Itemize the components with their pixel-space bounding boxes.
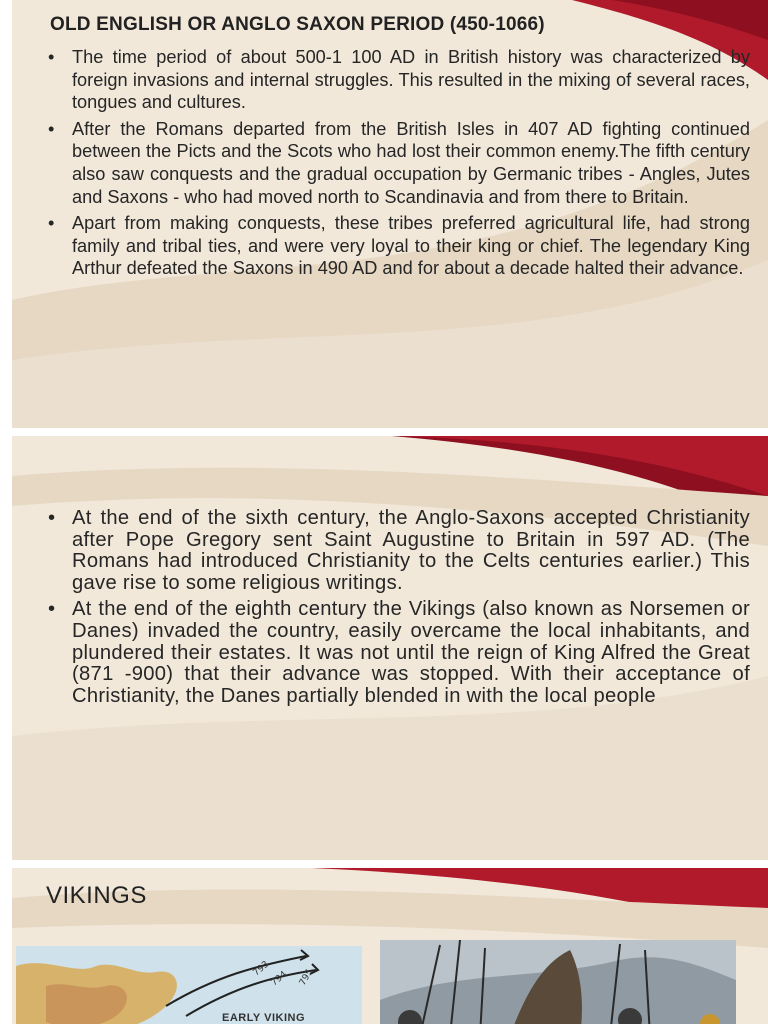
viking-map-image bbox=[16, 946, 362, 1024]
bullet-item bbox=[38, 212, 750, 280]
bullet-marker: • bbox=[48, 47, 55, 67]
viking-ship-image bbox=[380, 940, 736, 1024]
bullet-text: At the end of the eighth century the Vikings (also known as Norsemen or Danes) invaded the country, easily overcame the local inhabitants, and plundered their estates. It was not until the reign of King Alfred the Great (871 -900) that their advance was stopped. With their acceptance of Christianity, the Danes partially blended in with the local people bbox=[72, 598, 750, 707]
bullet-marker: • bbox=[48, 118, 55, 139]
map-number: 794 bbox=[269, 969, 290, 989]
bullet-item bbox=[38, 118, 750, 208]
map-number: 793 bbox=[251, 959, 272, 979]
bullet-marker: • bbox=[48, 213, 55, 234]
map-illustration bbox=[16, 946, 362, 1024]
bullet-list bbox=[38, 508, 750, 712]
slide-vikings bbox=[12, 868, 768, 1024]
slide-christianity-vikings bbox=[12, 436, 768, 860]
bullet-text: The time period of about 500-1 100 AD in British history was characterized by foreign invasions and internal struggles. This resulted in the mixing of several races, tongues and cultures. bbox=[72, 47, 750, 113]
bullet-marker: • bbox=[48, 507, 56, 529]
bullet-item bbox=[38, 508, 750, 594]
slide-title: VIKINGS bbox=[46, 882, 147, 909]
slide-title: OLD ENGLISH OR ANGLO SAXON PERIOD (450-1066) bbox=[50, 14, 545, 35]
map-label: EARLY VIKING bbox=[222, 1012, 306, 1024]
slide-anglo-saxon-period bbox=[12, 0, 768, 428]
bullet-marker: • bbox=[48, 598, 56, 621]
bullet-list bbox=[38, 46, 750, 284]
bullet-item bbox=[38, 599, 750, 707]
map-number: 795 bbox=[297, 967, 316, 988]
bullet-text: After the Romans departed from the British Isles in 407 AD fighting continued between the Picts and the Scots who had lost their common enemy.The fifth century also saw conquests and the gradual occupation by Germanic tribes - Angles, Jutes and Saxons - who had moved north to Scandinavia and from there to Britain. bbox=[72, 118, 750, 207]
bullet-item bbox=[38, 46, 750, 114]
bullet-text: At the end of the sixth century, the Anglo-Saxons accepted Christianity after Pope Gregory sent Saint Augustine to Britain in 597 AD. (The Romans had introduced Christianity to the Celts centuries earlier.) This gave rise to some religious writings. bbox=[72, 507, 750, 594]
bullet-text: Apart from making conquests, these tribes preferred agricultural life, had strong family and tribal ties, and were very loyal to their king or chief. The legendary King Arthur defeated the Saxons in 490 AD and for about a decade halted their advance. bbox=[72, 213, 750, 279]
ship-illustration bbox=[380, 940, 736, 1024]
